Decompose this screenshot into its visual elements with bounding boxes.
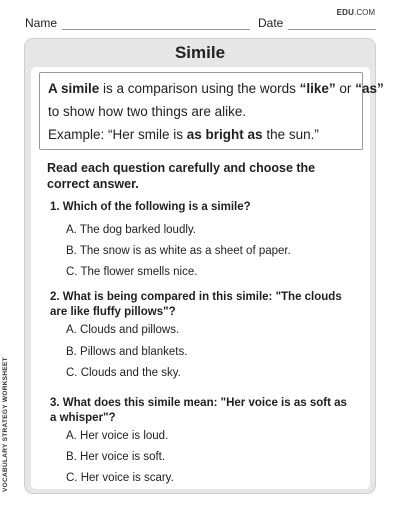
definition-or: or	[335, 81, 356, 96]
question-3-option-a[interactable]: A. Her voice is loud.	[66, 430, 169, 442]
worksheet-title: Simile	[174, 43, 226, 62]
content-panel	[31, 67, 384, 489]
definition-box	[39, 72, 384, 150]
name-label: Name	[25, 16, 58, 30]
question-1-option-b[interactable]: B. The snow is as white as a sheet of paper.	[66, 245, 291, 257]
example-line	[48, 127, 319, 142]
question-3: 3. What does this simile mean: "Her voice is as soft as a whisper"?	[50, 397, 347, 424]
keyword-like: “like”	[299, 81, 336, 96]
definition-line-2: to show how two things are alike.	[48, 104, 247, 119]
brand-com: .COM	[354, 8, 375, 17]
date-label: Date	[258, 16, 284, 30]
definition-line-1	[48, 81, 384, 96]
keyword-as: “as”	[355, 81, 384, 96]
example-highlight: as bright as	[186, 127, 263, 142]
question-2-option-b[interactable]: B. Pillows and blankets.	[66, 346, 188, 358]
question-3-option-c[interactable]: C. Her voice is scary.	[66, 472, 174, 484]
worksheet-category-label: VOCABULARY STRATEGY WORKSHEET	[2, 357, 9, 492]
worksheet-card	[24, 38, 384, 494]
definition-text: is a comparison using the words	[99, 81, 300, 96]
name-field-line[interactable]	[62, 29, 250, 30]
question-3-option-b[interactable]: B. Her voice is soft.	[66, 451, 166, 463]
question-1: 1. Which of the following is a simile?	[50, 201, 251, 213]
question-2: 2. What is being compared in this simile: "The clouds are like fluffy pillows"?	[50, 291, 342, 318]
brand-edu: EDU	[336, 8, 355, 17]
question-1-option-c[interactable]: C. The flower smells nice.	[66, 266, 198, 278]
question-1-option-a[interactable]: A. The dog barked loudly.	[66, 224, 196, 236]
term-simile: A simile	[48, 81, 100, 96]
example-prefix: Example: “Her smile is	[48, 127, 187, 142]
brand-logo	[337, 8, 375, 17]
date-field-line[interactable]	[288, 29, 376, 30]
example-suffix: the sun.”	[262, 127, 319, 142]
question-2-option-c[interactable]: C. Clouds and the sky.	[66, 367, 181, 379]
question-2-option-a[interactable]: A. Clouds and pillows.	[66, 324, 180, 336]
instructions: Read each question carefully and choose the correct answer.	[47, 161, 316, 191]
